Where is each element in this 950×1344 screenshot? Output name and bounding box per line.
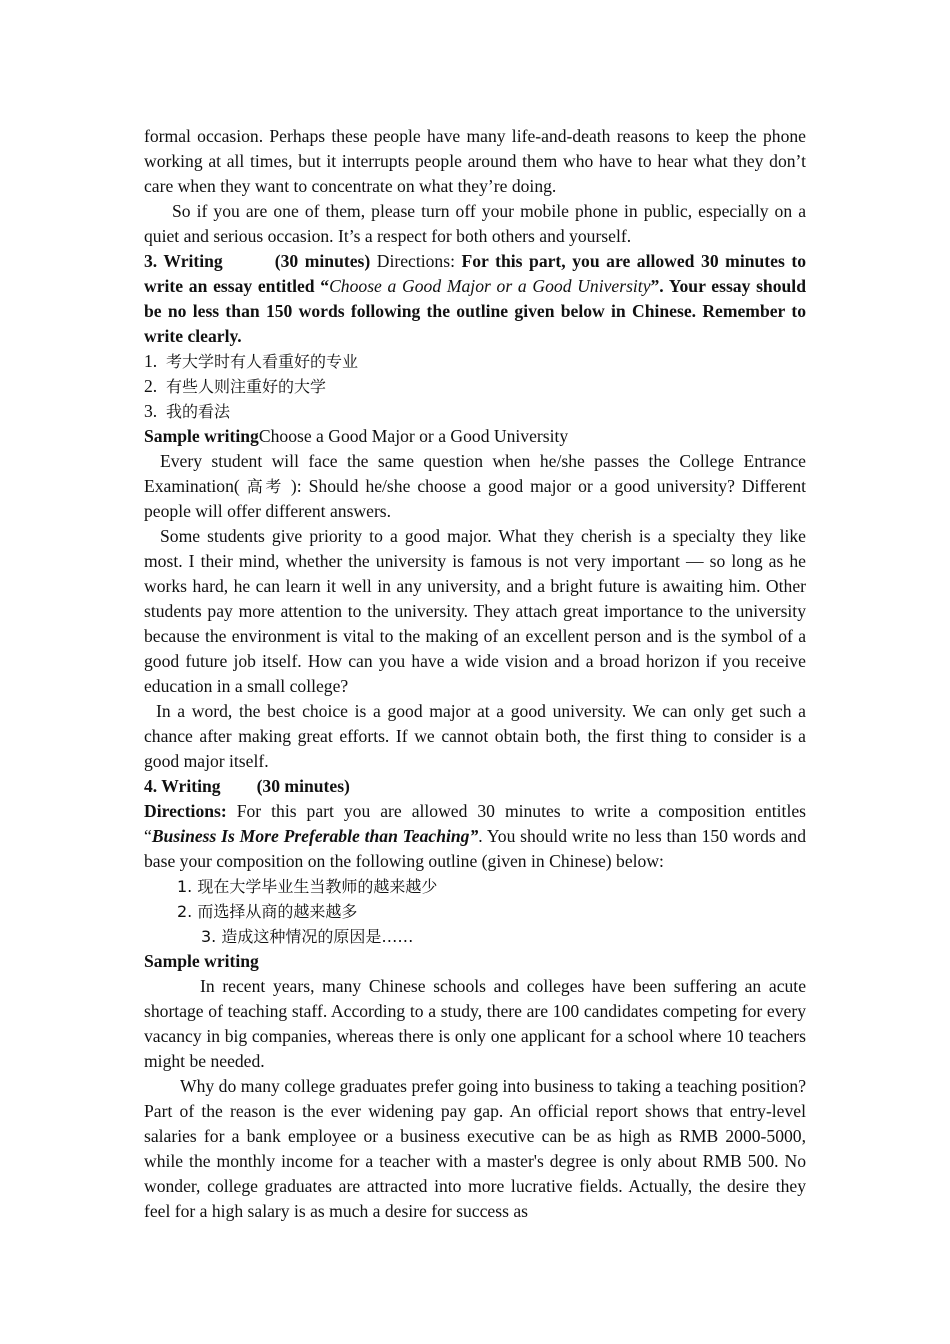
section-4-outline-item-1: 1. 现在大学毕业生当教师的越来越少 bbox=[177, 877, 438, 896]
continuation-paragraph-2: So if you are one of them, please turn off your mobile phone in public, especially on a quiet and serious occasion. It’s a respect for both others and yourself. bbox=[144, 201, 806, 246]
section-4-sample-paragraph-2: Why do many college graduates prefer going into business to taking a teaching position? Part of the reason is the ever widening pay gap. An official report shows that entry-level salaries for a bank employee or a business executive can be as high as RMB 2000-5000, while the monthly income for a teacher with a master's degree is only about RMB 500. No wonder, college graduates are attracted into more lucrative fields. Actually, the desire they feel for a high salary is as much a desire for success as bbox=[144, 1076, 806, 1221]
section-4-directions-label: Directions: bbox=[144, 801, 227, 821]
section-3-essay-title: Choose a Good Major or a Good University bbox=[329, 276, 651, 296]
section-3-outline-item-1: 1. 考大学时有人看重好的专业 bbox=[144, 351, 359, 371]
section-3-sample-paragraph-3: In a word, the best choice is a good major at a good university. We can only get such a chance after making great efforts. If we cannot obtain both, the first thing to consider is a good major itself. bbox=[144, 701, 806, 771]
section-3-outline-item-2: 2. 有些人则注重好的大学 bbox=[144, 376, 327, 396]
section-3-sample-paragraph-1: Every student will face the same question when he/she passes the College Entrance Examination( 高考 ): Should he/she choose a good major or a good university? Different people will offer different answers. bbox=[144, 451, 807, 521]
section-4-heading-line bbox=[144, 774, 806, 799]
section-4-sample-paragraph-1: In recent years, many Chinese schools and colleges have been suffering an acute shortage of teaching staff. According to a study, there are 100 candidates competing for every vacancy in big companies, whereas there is only one applicant for a school where 10 teachers might be needed. bbox=[144, 976, 806, 1071]
section-3-directions-text-b: ”. Your essay should be no less than 150 words following the outline given below in Chinese. Remember to write clearly. bbox=[144, 276, 806, 346]
section-3-directions-label: Directions: bbox=[370, 251, 462, 271]
section-4-outline-item-2: 2. 而选择从商的越来越多 bbox=[177, 902, 358, 921]
section-4-time: (30 minutes) bbox=[256, 776, 350, 796]
section-3-heading: 3. Writing bbox=[144, 251, 223, 271]
section-3-outline-item-3: 3. 我的看法 bbox=[144, 401, 231, 421]
section-4-outline-item-3: 3. 造成这种情况的原因是…… bbox=[201, 927, 414, 946]
section-3-sample-heading bbox=[144, 424, 806, 449]
section-4-directions: Directions: For this part you are allowed 30 minutes to write a composition entitles “Business Is More Preferable than Teaching”. You should write no less than 150 words and base your composition on the following outline (given in Chinese) below: bbox=[144, 801, 806, 871]
continuation-paragraph-1: formal occasion. Perhaps these people have many life-and-death reasons to keep the phone working at all times, but it interrupts people around them who have to hear what they don’t care when they want to concentrate on what they’re doing. bbox=[144, 126, 806, 196]
section-3-directions bbox=[144, 249, 806, 349]
sample-writing-title: Choose a Good Major or a Good University bbox=[258, 426, 569, 446]
document-page bbox=[144, 124, 806, 1224]
section-4-heading: 4. Writing bbox=[144, 776, 221, 796]
section-3-sample-paragraph-2: Some students give priority to a good major. What they cherish is a specialty they like most. I their mind, whether the university is famous is not very important — so long as he works hard, he can learn it well in any university, and a bright future is awaiting him. Other students pay more attention to the university. They attach great importance to the university because the environment is vital to the making of an excellent person and is the symbol of a good future job itself. How can you have a wide vision and a broad horizon if you receive education in a small college? bbox=[144, 526, 806, 696]
section-3-time: (30 minutes) bbox=[274, 251, 371, 271]
sample-writing-label: Sample writing bbox=[144, 426, 259, 446]
section-4-sample-heading: Sample writing bbox=[144, 951, 259, 971]
section-4-essay-title: Business Is More Preferable than Teaching” bbox=[151, 826, 479, 846]
section-3-directions-text-a: For this part, you are allowed 30 minutes to write an essay entitled “ bbox=[144, 251, 806, 296]
